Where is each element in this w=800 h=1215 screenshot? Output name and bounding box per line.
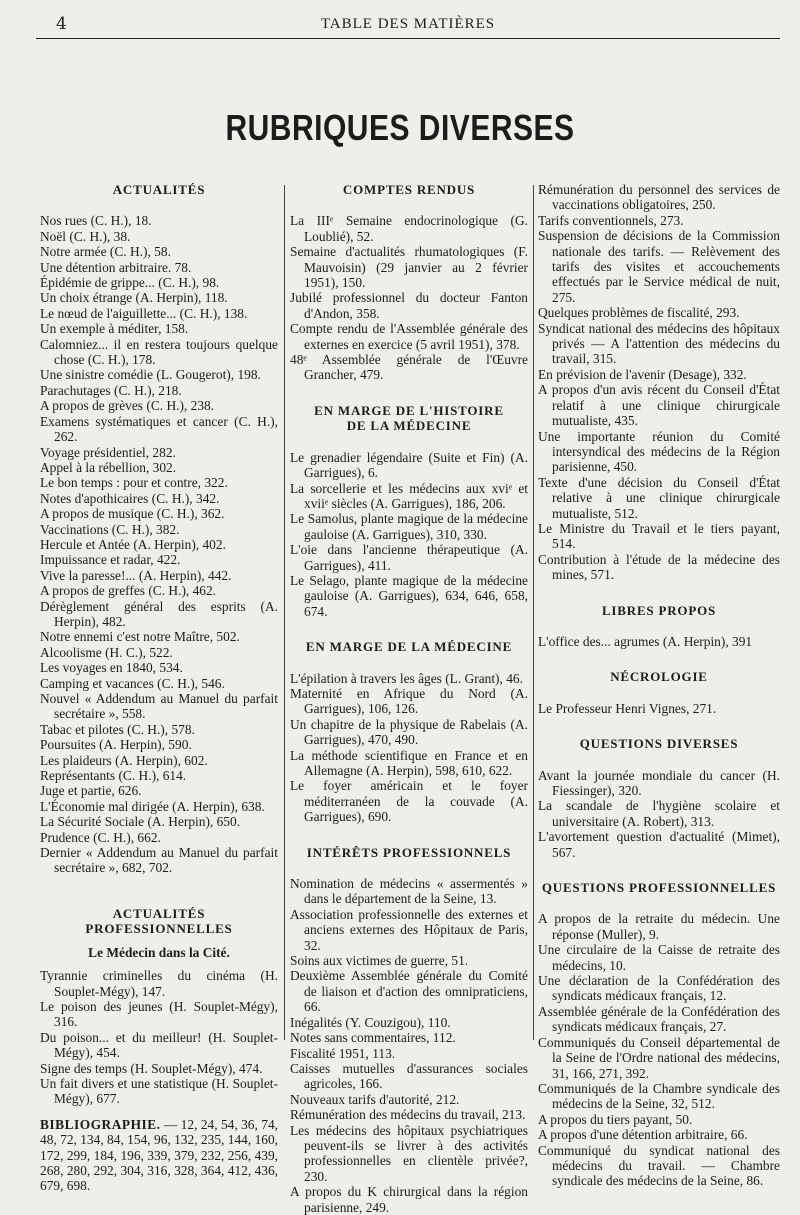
index-entry: En prévision de l'avenir (Desage), 332. bbox=[538, 366, 747, 382]
index-entry: Notes d'apothicaires (C. H.), 342. bbox=[40, 490, 220, 506]
index-entry: Représentants (C. H.), 614. bbox=[40, 768, 187, 784]
index-entry: Dérèglement général des esprits (A. Herpin), 482. bbox=[40, 598, 278, 629]
column-3 bbox=[538, 182, 780, 1189]
bibliographie-pages: — 12, 24, 54, 36, 74, 48, 72, 134, 84, 154, 96, 132, 235, 144, 160, 172, 299, 184, 196, 339, 379, 232, 256, 439, 268, 280, 292, 304, 316, 328, 364, 412, 436, 679, 698. bbox=[40, 1116, 278, 1194]
index-entry: Deuxième Assemblée générale du Comité de liaison et d'action des omnipraticiens, 66. bbox=[290, 968, 528, 1015]
section-heading-actualites: ACTUALITÉS bbox=[112, 182, 206, 197]
section-heading-marge-medecine: EN MARGE DE LA MÉDECINE bbox=[305, 639, 513, 655]
index-entry: Le Professeur Henri Vignes, 271. bbox=[538, 700, 717, 716]
index-entry: Dernier « Addendum au Manuel du parfait secrétaire », 682, 702. bbox=[40, 845, 278, 876]
index-entry: A propos d'une détention arbitraire, 66. bbox=[538, 1127, 748, 1143]
section-heading-marge-histoire-2: DE LA MÉDECINE bbox=[346, 418, 472, 434]
section-heading-necrologie: NÉCROLOGIE bbox=[610, 669, 708, 685]
index-entry: Tyrannie criminelles du cinéma (H. Souplet-Mégy), 147. bbox=[40, 968, 278, 999]
index-entry: Calomniez... il en restera toujours quelque chose (C. H.), 178. bbox=[40, 336, 278, 368]
list-marge-histoire bbox=[290, 450, 528, 619]
index-entry: Une importante réunion du Comité intersyndical des médecins de la Région parisienne, 450. bbox=[538, 428, 780, 475]
index-entry: Noël (C. H.), 38. bbox=[40, 228, 131, 244]
index-entry: Le Samolus, plante magique de la médecine gauloise (A. Garrigues), 310, 330. bbox=[290, 511, 528, 542]
index-entry: A propos de grèves (C. H.), 238. bbox=[40, 398, 215, 414]
index-entry: Tabac et pilotes (C. H.), 578. bbox=[40, 721, 195, 737]
section-heading-questions-pro: QUESTIONS PROFESSIONNELLES bbox=[541, 880, 777, 896]
index-entry: Alcoolisme (H. C.), 522. bbox=[40, 644, 173, 660]
index-entry: Communiqué du syndicat national des médecins du travail. — Chambre syndicale des médecins de la Seine, 86. bbox=[538, 1142, 780, 1189]
index-entry: A propos du tiers payant, 50. bbox=[538, 1111, 693, 1127]
index-entry: La sorcellerie et les médecins aux xviᵉ et xviiᵉ siècles (A. Garrigues), 186, 206. bbox=[290, 480, 528, 511]
running-title: TABLE DES MATIÈRES bbox=[320, 16, 496, 32]
index-entry: La Sécurité Sociale (A. Herpin), 650. bbox=[40, 814, 241, 830]
index-entry: Voyage présidentiel, 282. bbox=[40, 444, 176, 460]
index-entry: Nouveaux tarifs d'autorité, 212. bbox=[290, 1091, 460, 1107]
index-entry: Association professionnelle des externes et anciens externes des Hôpitaux de Paris, 32. bbox=[290, 906, 528, 953]
section-heading-questions-diverses: QUESTIONS DIVERSES bbox=[579, 736, 739, 752]
index-entry: Un exemple à méditer, 158. bbox=[40, 321, 189, 337]
list-libres-propos bbox=[538, 634, 780, 649]
index-entry: L'office des... agrumes (A. Herpin), 391 bbox=[538, 633, 753, 649]
index-entry: La méthode scientifique en France et en Allemagne (A. Herpin), 598, 610, 622. bbox=[290, 747, 528, 778]
index-entry: Le poison des jeunes (H. Souplet-Mégy), 316. bbox=[40, 998, 278, 1030]
index-entry: A propos du K chirurgical dans la région parisienne, 249. bbox=[290, 1184, 528, 1215]
index-entry: Nouvel « Addendum au Manuel du parfait secrétaire », 558. bbox=[40, 691, 278, 722]
index-entry: Signe des temps (H. Souplet-Mégy), 474. bbox=[40, 1060, 263, 1076]
section-heading-marge-histoire-1: EN MARGE DE L'HISTOIRE bbox=[314, 402, 504, 418]
index-entry: La scandale de l'hygiène scolaire et universitaire (A. Robert), 313. bbox=[538, 798, 780, 829]
index-entry: Parachutages (C. H.), 218. bbox=[40, 382, 182, 398]
index-entry: Épidémie de grippe... (C. H.), 98. bbox=[40, 275, 220, 291]
index-entry: Rémunération des médecins du travail, 213. bbox=[290, 1107, 526, 1123]
column-divider-1 bbox=[284, 185, 285, 1040]
section-heading-actualites-pro: ACTUALITÉS PROFESSIONNELLES bbox=[85, 905, 233, 937]
list-actualites-pro bbox=[40, 968, 278, 1107]
index-entry: Contribution à l'étude de la médecine des mines, 571. bbox=[538, 551, 780, 583]
bibliographie-entry bbox=[40, 1117, 278, 1194]
list-interets-pro-cont bbox=[538, 182, 780, 583]
index-entry: Un fait divers et une statistique (H. Souplet-Mégy), 677. bbox=[40, 1075, 278, 1107]
index-entry: Le foyer américain et le foyer méditerranéen de la couvade (A. Garrigues), 690. bbox=[290, 778, 528, 825]
index-entry: Du poison... et du meilleur! (H. Souplet-Mégy), 454. bbox=[40, 1029, 278, 1061]
column-2 bbox=[290, 182, 528, 1215]
index-entry: A propos de greffes (C. H.), 462. bbox=[40, 583, 217, 599]
index-entry: Rémunération du personnel des services de vaccinations obligatoires, 250. bbox=[538, 182, 780, 213]
index-entry: Nos rues (C. H.), 18. bbox=[40, 213, 152, 229]
index-entry: Hercule et Antée (A. Herpin), 402. bbox=[40, 536, 226, 552]
index-entry: Examens systématiques et cancer (C. H.), 262. bbox=[40, 413, 278, 445]
index-entry: Poursuites (A. Herpin), 590. bbox=[40, 737, 192, 753]
list-questions-pro bbox=[538, 911, 780, 1188]
list-interets-pro bbox=[290, 876, 528, 1215]
index-entry: L'oie dans l'ancienne thérapeutique (A. Garrigues), 411. bbox=[290, 542, 528, 573]
index-entry: Le bon temps : pour et contre, 322. bbox=[40, 475, 228, 491]
index-entry: Inégalités (Y. Couzigou), 110. bbox=[290, 1014, 451, 1030]
index-entry: Notes sans commentaires, 112. bbox=[290, 1030, 456, 1046]
list-comptes-rendus bbox=[290, 213, 528, 382]
index-entry: Camping et vacances (C. H.), 546. bbox=[40, 675, 225, 691]
index-entry: L'épilation à travers les âges (L. Grant), 46. bbox=[290, 670, 523, 686]
index-entry: Communiqués du Conseil départemental de la Seine de l'Ordre national des médecins, 31, 166, 271, 392. bbox=[538, 1034, 780, 1081]
index-entry: Juge et partie, 626. bbox=[40, 783, 142, 799]
index-entry: Assemblée générale de la Confédération des syndicats médicaux français, 27. bbox=[538, 1003, 780, 1035]
index-entry: Un chapitre de la physique de Rabelais (A. Garrigues), 470, 490. bbox=[290, 716, 528, 748]
index-entry: Les voyages en 1840, 534. bbox=[40, 660, 183, 676]
index-entry: Prudence (C. H.), 662. bbox=[40, 829, 161, 845]
index-entry: 48ᵉ Assemblée générale de l'Œuvre Grancher, 479. bbox=[290, 352, 528, 383]
index-entry: Notre ennemi c'est notre Maître, 502. bbox=[40, 629, 240, 645]
section-heading-interets-pro: INTÉRÊTS PROFESSIONNELS bbox=[306, 844, 512, 860]
list-marge-medecine bbox=[290, 671, 528, 825]
index-entry: Le Ministre du Travail et le tiers payant, 514. bbox=[538, 520, 780, 552]
index-entry: Le nœud de l'aiguillette... (C. H.), 138. bbox=[40, 305, 248, 321]
index-entry: Une sinistre comédie (L. Gougerot), 198. bbox=[40, 367, 261, 383]
index-entry: Communiqués de la Chambre syndicale des médecins de la Seine, 32, 512. bbox=[538, 1080, 780, 1112]
header-rule bbox=[36, 38, 780, 39]
index-entry: Maternité en Afrique du Nord (A. Garrigues), 106, 126. bbox=[290, 685, 528, 717]
index-entry: Une détention arbitraire. 78. bbox=[40, 259, 192, 275]
list-necrologie bbox=[538, 701, 780, 716]
index-entry: A propos de musique (C. H.), 362. bbox=[40, 506, 225, 522]
index-entry: L'avortement question d'actualité (Mimet), 567. bbox=[538, 829, 780, 860]
section-heading-comptes-rendus: COMPTES RENDUS bbox=[342, 182, 476, 197]
section-heading-libres-propos: LIBRES PROPOS bbox=[601, 602, 717, 618]
index-entry: Vive la paresse!... (A. Herpin), 442. bbox=[40, 567, 232, 583]
index-entry: Caisses mutuelles d'assurances sociales agricoles, 166. bbox=[290, 1060, 528, 1092]
index-entry: Une circulaire de la Caisse de retraite des médecins, 10. bbox=[538, 942, 780, 973]
index-entry: Jubilé professionnel du docteur Fanton d'Andon, 358. bbox=[290, 290, 528, 321]
page-number: 4 bbox=[56, 14, 67, 34]
index-entry: Le Selago, plante magique de la médecine gauloise (A. Garrigues), 634, 646, 658, 674. bbox=[290, 572, 528, 619]
index-entry: Suspension de décisions de la Commission nationale des tarifs. — Relèvement des tarifs des visites et accouchements effectués par le Service médical de nuit, 275. bbox=[538, 228, 780, 305]
index-entry: Avant la journée mondiale du cancer (H. Fiessinger), 320. bbox=[538, 767, 780, 798]
index-entry: Fiscalité 1951, 113. bbox=[290, 1045, 396, 1061]
bibliographie-label: BIBLIOGRAPHIE. bbox=[40, 1116, 161, 1132]
index-entry: Notre armée (C. H.), 58. bbox=[40, 244, 171, 260]
index-entry: Nomination de médecins « assermentés » dans le département de la Seine, 13. bbox=[290, 876, 528, 907]
page-header bbox=[36, 14, 780, 40]
index-entry: Appel à la rébellion, 302. bbox=[40, 459, 177, 475]
index-entry: A propos d'un avis récent du Conseil d'État relatif à une clinique chirurgicale mutualiste, 435. bbox=[538, 382, 780, 429]
index-entry: Impuissance et radar, 422. bbox=[40, 552, 181, 568]
index-entry: Les plaideurs (A. Herpin), 602. bbox=[40, 752, 208, 768]
index-entry: Quelques problèmes de fiscalité, 293. bbox=[538, 305, 740, 321]
index-entry: Syndicat national des médecins des hôpitaux privés — A l'attention des médecins du travail, 315. bbox=[538, 320, 780, 367]
index-entry: Compte rendu de l'Assemblée générale des externes en exercice (5 avril 1951), 378. bbox=[290, 321, 528, 352]
index-entry: A propos de la retraite du médecin. Une réponse (Muller), 9. bbox=[538, 911, 780, 942]
index-entry: Vaccinations (C. H.), 382. bbox=[40, 521, 180, 537]
index-entry: Texte d'une décision du Conseil d'État relative à une clinique chirurgicale mutualiste, 512. bbox=[538, 474, 780, 521]
list-questions-diverses bbox=[538, 768, 780, 860]
column-1 bbox=[40, 182, 278, 1194]
index-entry: L'Économie mal dirigée (A. Herpin), 638. bbox=[40, 798, 265, 814]
index-entry: Un choix étrange (A. Herpin), 118. bbox=[40, 290, 228, 306]
index-entry: Les médecins des hôpitaux psychiatriques peuvent-ils se livrer à des activités professionnelles en clientèle privée?, 230. bbox=[290, 1122, 528, 1184]
column-divider-2 bbox=[533, 185, 534, 1040]
index-entry: Soins aux victimes de guerre, 51. bbox=[290, 953, 469, 969]
list-actualites bbox=[40, 213, 278, 875]
index-entry: Semaine d'actualités rhumatologiques (F. Mauvoisin) (29 janvier au 2 février 1951), 150. bbox=[290, 244, 528, 291]
index-entry: Une déclaration de la Confédération des syndicats médicaux français, 12. bbox=[538, 973, 780, 1004]
subheading-medecin-cite: Le Médecin dans la Cité. bbox=[88, 944, 230, 960]
index-entry: La IIIᵉ Semaine endocrinologique (G. Loublié), 52. bbox=[290, 213, 528, 244]
main-title: RUBRIQUES DIVERSES bbox=[225, 108, 575, 149]
index-entry: Tarifs conventionnels, 273. bbox=[538, 212, 684, 228]
index-entry: Le grenadier légendaire (Suite et Fin) (A. Garrigues), 6. bbox=[290, 449, 528, 481]
